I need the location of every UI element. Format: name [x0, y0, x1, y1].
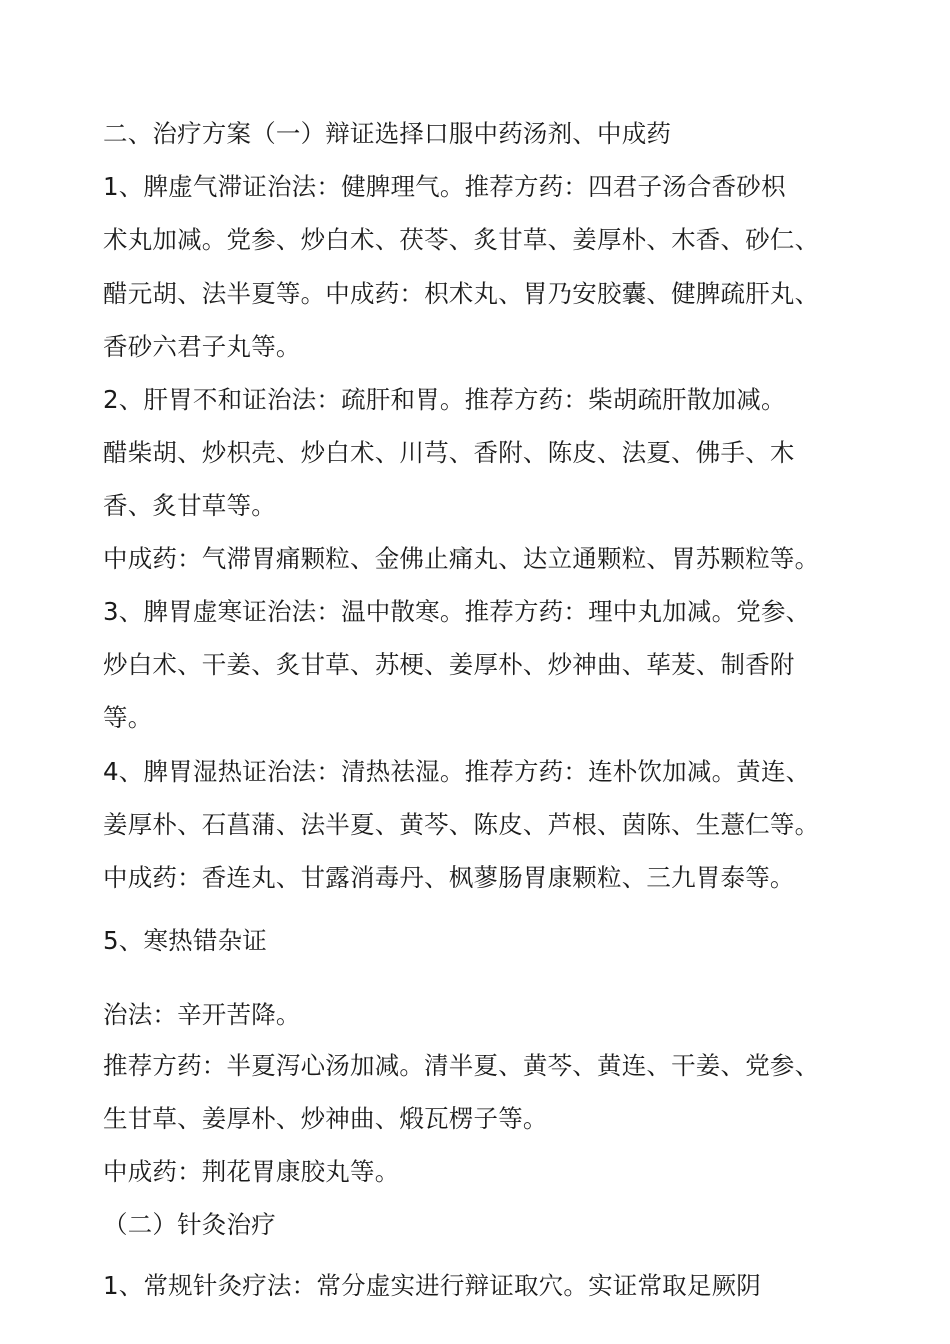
paragraph-line: 等。: [103, 703, 153, 732]
paragraph-line: 中成药：香连丸、甘露消毒丹、枫蓼肠胃康颗粒、三九胃泰等。: [103, 863, 795, 892]
paragraph-line: 醋元胡、法半夏等。中成药：枳术丸、胃乃安胶囊、健脾疏肝丸、: [103, 279, 820, 308]
paragraph-line: 香、炙甘草等。: [103, 491, 276, 520]
paragraph-line: 推荐方药：半夏泻心汤加减。清半夏、黄芩、黄连、干姜、党参、: [103, 1051, 820, 1080]
paragraph-line: 中成药：气滞胃痛颗粒、金佛止痛丸、达立通颗粒、胃苏颗粒等。: [103, 544, 820, 573]
paragraph-line: 香砂六君子丸等。: [103, 332, 301, 361]
paragraph-line: 生甘草、姜厚朴、炒神曲、煅瓦楞子等。: [103, 1104, 548, 1133]
paragraph-line: 醋柴胡、炒枳壳、炒白术、川芎、香附、陈皮、法夏、佛手、木: [103, 438, 795, 467]
section-heading-treatment-plan: 二、治疗方案（一）辩证选择口服中药汤剂、中成药: [103, 119, 672, 148]
subheading-cold-heat: 5、寒热错杂证: [103, 926, 267, 955]
paragraph-line: 3、脾胃虚寒证治法：温中散寒。推荐方药：理中丸加减。党参、: [103, 597, 811, 626]
paragraph-line: 1、脾虚气滞证治法：健脾理气。推荐方药：四君子汤合香砂枳: [103, 172, 786, 201]
paragraph-line: 炒白术、干姜、炙甘草、苏梗、姜厚朴、炒神曲、荜茇、制香附: [103, 650, 795, 679]
paragraph-line: 中成药：荆花胃康胶丸等。: [103, 1157, 400, 1186]
paragraph-line: 术丸加减。党参、炒白术、茯苓、炙甘草、姜厚朴、木香、砂仁、: [103, 225, 820, 254]
paragraph-line: 2、肝胃不和证治法：疏肝和胃。推荐方药：柴胡疏肝散加减。: [103, 385, 786, 414]
paragraph-line: 1、常规针灸疗法：常分虚实进行辩证取穴。实证常取足厥阴: [103, 1271, 761, 1300]
paragraph-line: 治法：辛开苦降。: [103, 1000, 301, 1029]
paragraph-line: 姜厚朴、石菖蒲、法半夏、黄芩、陈皮、芦根、茵陈、生薏仁等。: [103, 810, 820, 839]
section-heading-acupuncture: （二）针灸治疗: [103, 1210, 276, 1239]
paragraph-line: 4、脾胃湿热证治法：清热祛湿。推荐方药：连朴饮加减。黄连、: [103, 757, 811, 786]
